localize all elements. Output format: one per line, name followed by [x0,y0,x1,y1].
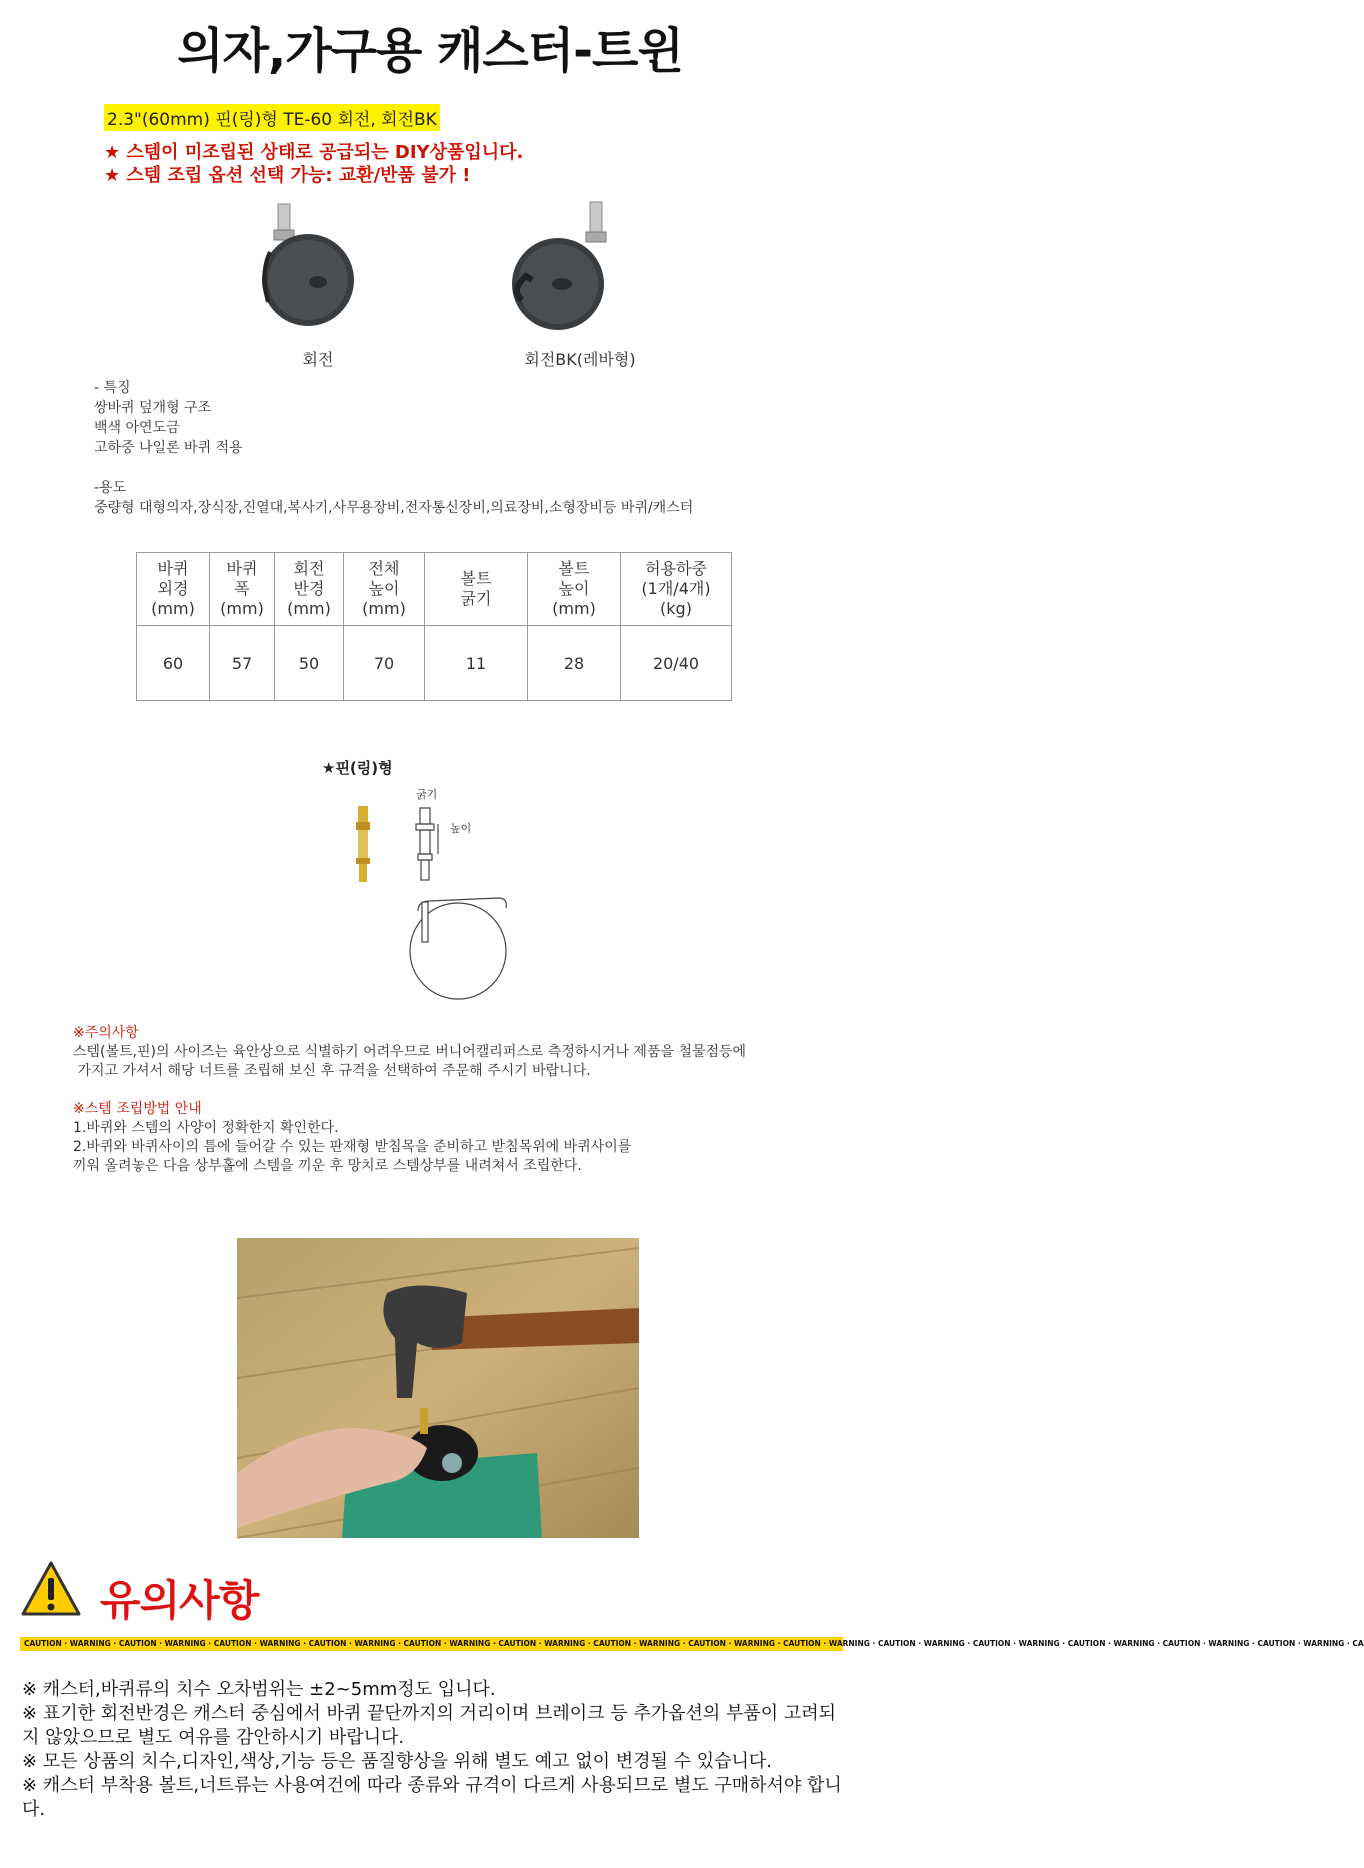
feature-item: 고하중 나일론 바퀴 적용 [94,440,243,456]
caution-list [22,1678,842,1822]
header-wheel-diameter: 바퀴 외경 (mm) [137,553,210,626]
value-bolt-thickness: 11 [425,626,528,701]
caution-item: ※ 모든 상품의 치수,디자인,색상,기능 등은 품질향상을 위해 별도 예고 없이 변경될 수 있습니다. [22,1751,772,1772]
pin-ring-diagram [348,786,548,1006]
feature-item: 백색 아연도금 [94,420,180,436]
assembly-step: 끼워 올려놓은 다음 상부홀에 스템을 끼운 후 망치로 스템상부를 내려쳐서 조립한다. [73,1158,582,1174]
header-wheel-width: 바퀴 폭 (mm) [210,553,275,626]
caution-item: ※ 캐스터,바퀴류의 치수 오차범위는 ±2~5mm정도 입니다. [22,1679,496,1700]
value-swivel-radius: 50 [275,626,344,701]
assembly-step: 1.바퀴와 스템의 사양이 정확한지 확인한다. [73,1120,339,1136]
feature-item: 쌍바퀴 덮개형 구조 [94,400,212,416]
assembly-step: 2.바퀴와 바퀴사이의 틈에 들어갈 수 있는 판재형 받침목을 준비하고 받침목위에 바퀴사이를 [73,1139,632,1155]
page-title: 의자,가구용 캐스터-트윈 [177,23,683,79]
header-bolt-height: 볼트 높이 (mm) [528,553,621,626]
caution-item: ※ 캐스터 부착용 볼트,너트류는 사용여건에 따라 종류와 규격이 다르게 사용되므로 별도 구매하셔야 합니다. [22,1775,842,1820]
caster-lever-image [512,202,606,330]
value-bolt-height: 28 [528,626,621,701]
caption-lever: 회전BK(레바형) [524,350,636,369]
usage-heading: -용도 [94,480,127,496]
spec-value-row [137,626,732,701]
features-heading: - 특징 [94,380,131,396]
stem-line-drawing [416,808,438,880]
features-list [94,378,693,518]
value-load-capacity: 20/40 [621,626,732,701]
caster-photo-illustration [150,192,750,392]
assembly-guide-heading: ※스템 조립방법 안내 [73,1101,202,1117]
value-wheel-diameter: 60 [137,626,210,701]
gold-pin-image [356,806,370,882]
hammer-photo-illustration [237,1238,639,1538]
pin-diagram-illustration [348,786,548,1006]
caster-swivel-image [262,204,354,326]
spec-table [136,552,732,701]
caution-section-title: 유의사항 [100,1576,259,1625]
warning-triangle-icon [20,1560,82,1618]
hammer-assembly-photo [237,1238,639,1538]
assembly-guide [73,1100,631,1176]
caution-note-line: 스템(볼트,핀)의 사이즈는 육안상으로 식별하기 어려우므로 버니어캘리퍼스로 측정하시거나 제품을 철물점등에 [73,1044,747,1060]
caution-item: ※ 표기한 회전반경은 캐스터 중심에서 바퀴 끝단까지의 거리이며 브레이크 등 추가옵션의 부품이 고려되지 않았으므로 별도 여유를 감안하시기 바랍니다. [22,1703,837,1748]
notice-diy: ★ 스템이 미조립된 상태로 공급되는 DIY상품입니다. [104,142,524,163]
caution-tape [20,1637,1364,1651]
caster-photos [150,192,750,392]
caption-swivel: 회전 [302,350,334,369]
notice-option: ★ 스템 조립 옵션 선택 가능: 교환/반품 불가 ! [104,165,471,186]
usage-text: 중량형 대형의자,장식장,진열대,복사기,사무용장비,전자통신장비,의료장비,소형장비등 바퀴/캐스터 [94,500,694,516]
diagram-title: ★핀(링)형 [322,759,393,777]
caution-note-heading: ※주의사항 [73,1025,139,1041]
product-line-highlight: 2.3"(60mm) 핀(링)형 TE-60 회전, 회전BK [104,104,440,131]
caution-note-line: 가지고 가셔서 해당 너트를 조립해 보신 후 규격을 선택하여 주문해 주시기 바랍니다. [73,1063,591,1079]
caution-note [73,1024,746,1081]
value-total-height: 70 [344,626,425,701]
header-swivel-radius: 회전 반경 (mm) [275,553,344,626]
value-wheel-width: 57 [210,626,275,701]
diagram-label-thickness: 굵기 [416,788,438,801]
header-bolt-thickness: 볼트 굵기 [425,553,528,626]
feature-spacer [94,458,693,478]
header-total-height: 전체 높이 (mm) [344,553,425,626]
spec-header-row [137,553,732,626]
diagram-label-height: 높이 [450,822,472,835]
header-load-capacity: 허용하중 (1개/4개) (kg) [621,553,732,626]
caution-tape-text: CAUTION · WARNING · CAUTION · WARNING · CAUTION · WARNING · CAUTION · WARNING · CAUTION · WARNING · CAUTION · WARNING · CAUTION · WARNING · CAUTION · WARNING · CAUTION · WARNING · CAUTION · WARNING · CAUTION · WARNING · CAUTION · WARNING · CAUTION · WARNING · CAUTION · WARNING · CA [24,1639,1364,1648]
